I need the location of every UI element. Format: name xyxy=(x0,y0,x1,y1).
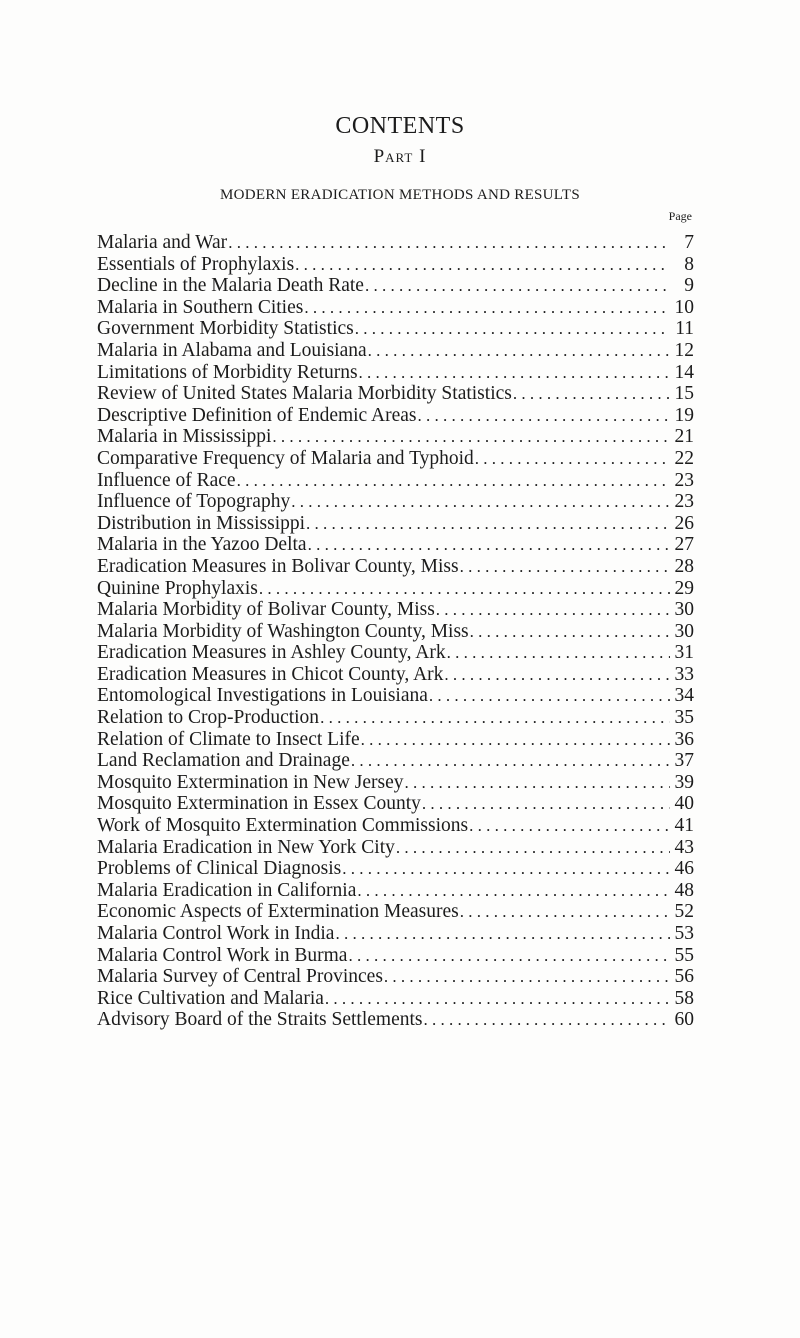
toc-entry xyxy=(97,599,694,621)
toc-entry-title: Eradication Measures in Chicot County, Ark xyxy=(97,663,444,685)
toc-entry-title: Economic Aspects of Extermination Measures xyxy=(97,901,459,923)
toc-entry-page-number: 30 xyxy=(674,620,694,642)
dot-leader xyxy=(436,599,670,621)
toc-entry-title: Work of Mosquito Extermination Commissions xyxy=(97,815,469,837)
toc-entry xyxy=(97,945,694,967)
toc-entry-page-number: 39 xyxy=(674,771,694,793)
toc-entry xyxy=(97,232,694,254)
toc-entry-title: Malaria in Southern Cities xyxy=(97,296,304,318)
toc-entry-page-number: 23 xyxy=(674,491,694,513)
toc-entry xyxy=(97,254,694,276)
dot-leader xyxy=(308,534,670,556)
dot-leader xyxy=(368,340,670,362)
dot-leader xyxy=(417,405,670,427)
toc-entry-page-number: 21 xyxy=(674,426,694,448)
section-title: MODERN ERADICATION METHODS AND RESULTS xyxy=(219,187,581,203)
toc-entry-title: Distribution in Mississippi xyxy=(97,512,306,534)
toc-entry-page-number: 27 xyxy=(674,534,694,556)
toc-entry-page-number: 23 xyxy=(674,469,694,491)
toc-entry-page-number: 10 xyxy=(674,296,694,318)
dot-leader xyxy=(228,232,670,254)
toc-entry xyxy=(97,426,694,448)
toc-entry xyxy=(97,966,694,988)
toc-entry-page-number: 29 xyxy=(674,577,694,599)
toc-entry-title: Land Reclamation and Drainage xyxy=(97,750,350,772)
dot-leader xyxy=(361,729,670,751)
toc-entry xyxy=(97,988,694,1010)
toc-entry-page-number: 15 xyxy=(674,383,694,405)
toc-entry xyxy=(97,405,694,427)
dot-leader xyxy=(405,772,670,794)
toc-entry-title: Essentials of Prophylaxis xyxy=(97,253,295,275)
toc-entry-page-number: 26 xyxy=(674,512,694,534)
toc-entry-page-number: 8 xyxy=(684,253,694,275)
toc-entry xyxy=(97,470,694,492)
dot-leader xyxy=(396,837,670,859)
toc-entry-page-number: 28 xyxy=(674,555,694,577)
dot-leader xyxy=(335,923,670,945)
toc-entry-page-number: 33 xyxy=(674,663,694,685)
contents-title: CONTENTS xyxy=(335,113,465,139)
toc-entry-page-number: 22 xyxy=(674,447,694,469)
toc-entry xyxy=(97,750,694,772)
toc-entry xyxy=(97,318,694,340)
toc-entry xyxy=(97,1009,694,1031)
toc-entry xyxy=(97,664,694,686)
toc-entry-page-number: 40 xyxy=(674,793,694,815)
dot-leader xyxy=(444,664,670,686)
toc-entry-page-number: 58 xyxy=(674,987,694,1009)
part-title: Part I xyxy=(373,146,427,167)
toc-entry-page-number: 14 xyxy=(674,361,694,383)
toc-entry-title: Malaria Survey of Central Provinces xyxy=(97,966,383,988)
toc-entry xyxy=(97,491,694,513)
toc-entry-page-number: 43 xyxy=(674,836,694,858)
toc-entry-title: Malaria Morbidity of Washington County, Miss xyxy=(97,620,469,642)
toc-entry xyxy=(97,707,694,729)
dot-leader xyxy=(320,707,670,729)
toc-entry-title: Review of United States Malaria Morbidity Statistics xyxy=(97,383,512,405)
toc-entry-page-number: 53 xyxy=(674,923,694,944)
toc-entry-page-number: 7 xyxy=(684,232,694,253)
dot-leader xyxy=(424,1009,670,1031)
dot-leader xyxy=(237,470,670,492)
toc-entry-title: Malaria Eradication in New York City xyxy=(97,836,395,858)
toc-entry-title: Relation to Crop-Production xyxy=(97,707,320,729)
dot-leader xyxy=(355,318,670,340)
toc-entry-page-number: 56 xyxy=(674,966,694,988)
toc-entry-title: Problems of Clinical Diagnosis xyxy=(97,858,342,880)
toc-entry-title: Influence of Race xyxy=(97,469,236,491)
toc-entry-page-number: 52 xyxy=(674,901,694,923)
toc-entry xyxy=(97,837,694,859)
dot-leader xyxy=(348,945,670,967)
dot-leader xyxy=(470,621,670,643)
toc-entry-title: Advisory Board of the Straits Settlements xyxy=(97,1009,423,1031)
dot-leader xyxy=(460,901,670,923)
toc-entry xyxy=(97,275,694,297)
toc-entry-page-number: 30 xyxy=(674,599,694,621)
toc-entry-page-number: 9 xyxy=(684,275,694,297)
toc-entry-page-number: 19 xyxy=(674,404,694,426)
toc-entry-page-number: 37 xyxy=(674,750,694,772)
dot-leader xyxy=(469,815,670,837)
toc-entry-title: Eradication Measures in Ashley County, Ark xyxy=(97,642,446,664)
toc-entry-page-number: 55 xyxy=(674,944,694,966)
toc-entry-title: Malaria in the Yazoo Delta xyxy=(97,534,307,556)
toc-entry xyxy=(97,729,694,751)
toc-entry xyxy=(97,642,694,664)
toc-entry-title: Entomological Investigations in Louisiana xyxy=(97,685,428,707)
toc-entry xyxy=(97,815,694,837)
toc-entry-page-number: 11 xyxy=(675,318,694,340)
toc-entry-page-number: 36 xyxy=(674,728,694,750)
toc-entry-title: Malaria in Alabama and Louisiana xyxy=(97,339,367,361)
toc-entry-title: Influence of Topography xyxy=(97,491,291,513)
dot-leader xyxy=(357,880,670,902)
toc-entry-title: Decline in the Malaria Death Rate xyxy=(97,275,364,297)
toc-entry-title: Malaria Control Work in India xyxy=(97,923,335,944)
toc-entry-page-number: 41 xyxy=(674,815,694,837)
toc-entry-title: Mosquito Extermination in Essex County xyxy=(97,793,421,815)
table-of-contents xyxy=(97,232,694,1031)
toc-entry-title: Malaria Eradication in California xyxy=(97,879,357,901)
toc-entry-title: Comparative Frequency of Malaria and Typhoid xyxy=(97,447,474,469)
toc-entry xyxy=(97,578,694,600)
toc-entry xyxy=(97,340,694,362)
toc-entry-title: Malaria and War xyxy=(97,232,228,253)
dot-leader xyxy=(384,966,670,988)
dot-leader xyxy=(306,513,670,535)
dot-leader xyxy=(259,578,670,600)
toc-entry-title: Descriptive Definition of Endemic Areas xyxy=(97,404,417,426)
toc-entry-title: Malaria Morbidity of Bolivar County, Miss xyxy=(97,599,435,621)
toc-entry-page-number: 31 xyxy=(674,642,694,664)
toc-entry xyxy=(97,362,694,384)
toc-entry xyxy=(97,448,694,470)
toc-entry-title: Relation of Climate to Insect Life xyxy=(97,728,360,750)
toc-entry xyxy=(97,685,694,707)
page-column-label: Page xyxy=(668,209,692,223)
toc-entry xyxy=(97,556,694,578)
toc-entry-page-number: 48 xyxy=(674,879,694,901)
dot-leader xyxy=(295,254,670,276)
toc-entry-page-number: 60 xyxy=(674,1009,694,1031)
toc-entry xyxy=(97,513,694,535)
toc-entry xyxy=(97,923,694,945)
toc-entry-title: Limitations of Morbidity Returns xyxy=(97,361,358,383)
dot-leader xyxy=(325,988,670,1010)
toc-entry xyxy=(97,772,694,794)
toc-entry-title: Eradication Measures in Bolivar County, Miss xyxy=(97,555,459,577)
toc-entry-title: Rice Cultivation and Malaria xyxy=(97,987,324,1009)
dot-leader xyxy=(359,362,670,384)
toc-entry-page-number: 35 xyxy=(674,707,694,729)
toc-entry xyxy=(97,621,694,643)
dot-leader xyxy=(342,858,670,880)
dot-leader xyxy=(460,556,670,578)
dot-leader xyxy=(475,448,670,470)
toc-entry-title: Government Morbidity Statistics xyxy=(97,318,354,340)
dot-leader xyxy=(291,491,670,513)
dot-leader xyxy=(513,383,670,405)
dot-leader xyxy=(272,426,670,448)
toc-entry-page-number: 12 xyxy=(674,339,694,361)
dot-leader xyxy=(447,642,670,664)
toc-entry xyxy=(97,858,694,880)
dot-leader xyxy=(351,750,670,772)
toc-entry xyxy=(97,383,694,405)
toc-entry xyxy=(97,880,694,902)
dot-leader xyxy=(422,793,670,815)
dot-leader xyxy=(429,685,670,707)
toc-entry-page-number: 46 xyxy=(674,858,694,880)
toc-entry xyxy=(97,534,694,556)
toc-entry-title: Malaria in Mississippi xyxy=(97,426,272,448)
toc-entry-title: Mosquito Extermination in New Jersey xyxy=(97,771,404,793)
dot-leader xyxy=(365,275,670,297)
toc-entry-title: Malaria Control Work in Burma xyxy=(97,944,348,966)
toc-entry-page-number: 34 xyxy=(674,685,694,707)
toc-entry-title: Quinine Prophylaxis xyxy=(97,577,258,599)
dot-leader xyxy=(304,297,670,319)
toc-entry xyxy=(97,793,694,815)
toc-entry xyxy=(97,297,694,319)
toc-entry xyxy=(97,901,694,923)
